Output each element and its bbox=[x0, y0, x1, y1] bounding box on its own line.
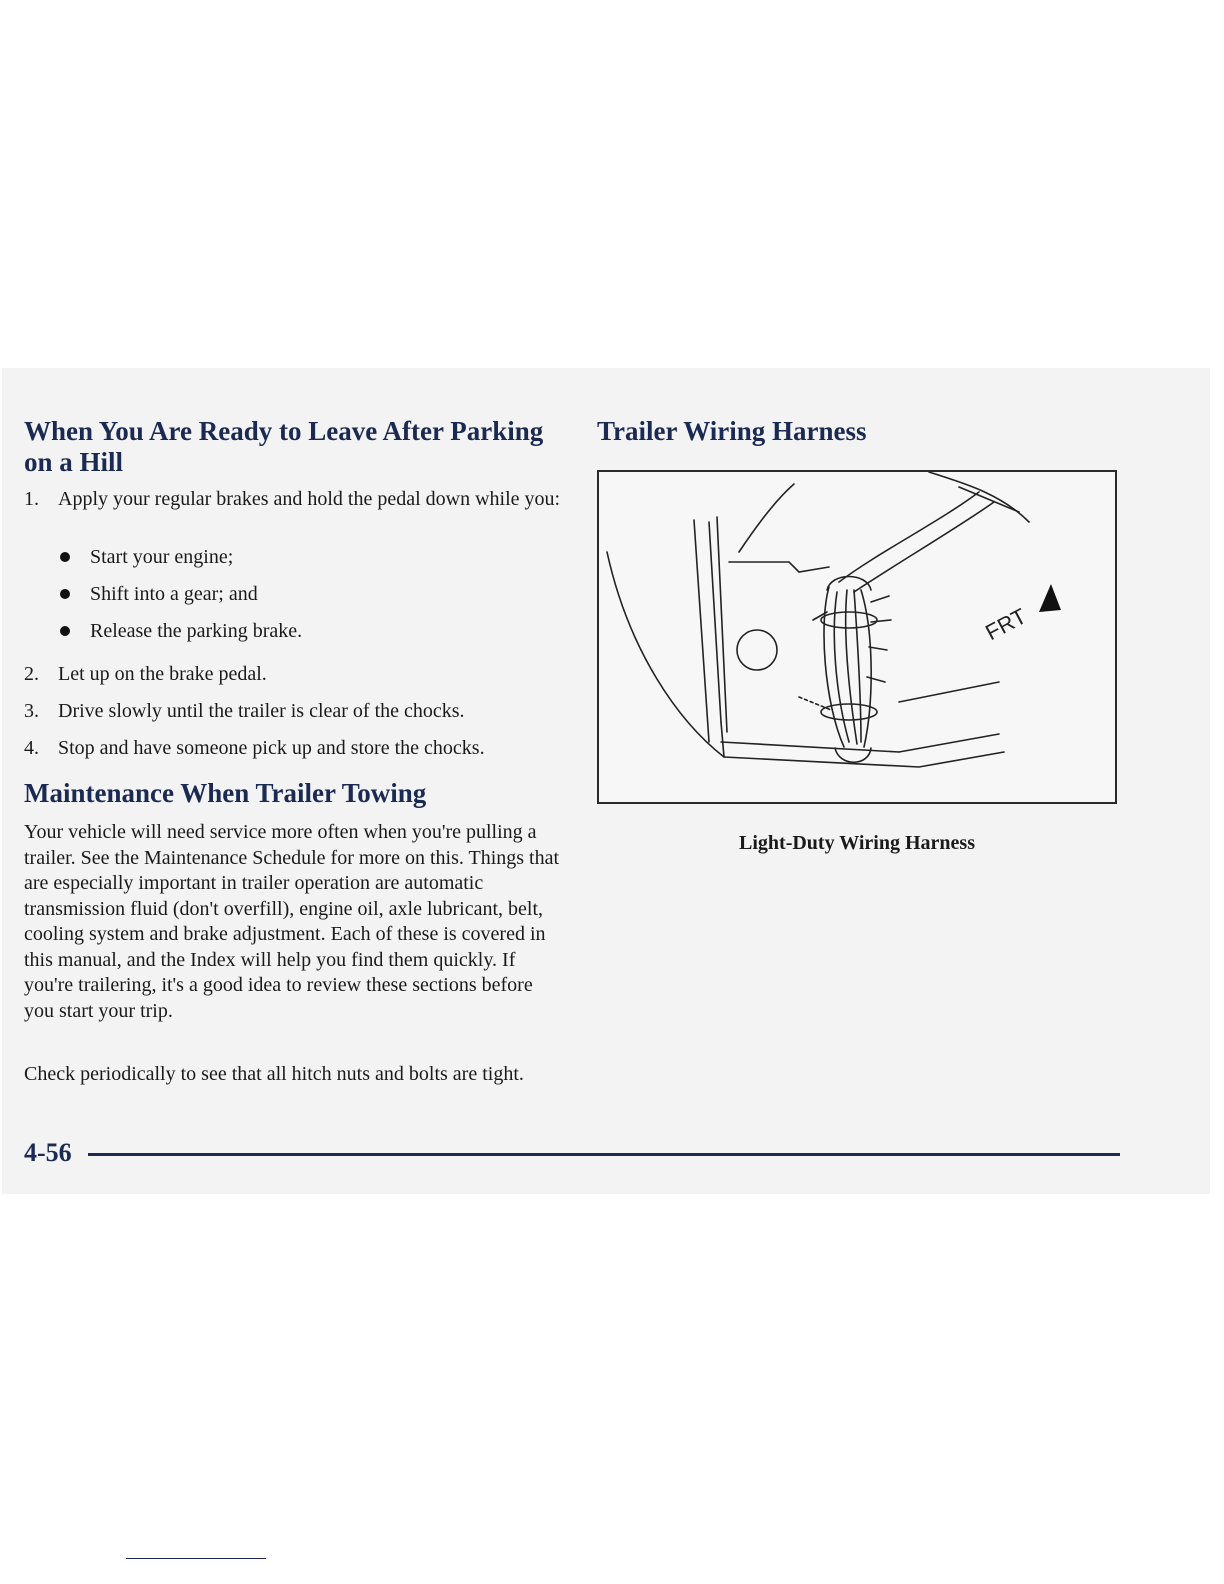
bullet-list bbox=[58, 545, 564, 643]
heading-trailer-wiring: Trailer Wiring Harness bbox=[597, 416, 867, 446]
step-text: Apply your regular brakes and hold the pedal down while you: bbox=[58, 488, 561, 510]
step-item bbox=[24, 699, 465, 723]
bullet-dot-icon bbox=[60, 552, 70, 562]
wiring-harness-illustration bbox=[599, 472, 1115, 802]
bullet-container bbox=[24, 545, 564, 643]
step-number: 1. bbox=[24, 488, 39, 510]
bottom-rule bbox=[126, 1558, 266, 1559]
bullet-item bbox=[58, 619, 564, 643]
step-item bbox=[24, 662, 267, 686]
bullet-text: Release the parking brake. bbox=[90, 620, 303, 642]
bullet-text: Shift into a gear; and bbox=[90, 583, 258, 605]
step-number: 2. bbox=[24, 663, 39, 685]
frt-label: FRT bbox=[981, 603, 1031, 646]
heading-maintenance: Maintenance When Trailer Towing bbox=[24, 778, 427, 808]
front-direction-arrow-icon bbox=[1039, 584, 1061, 612]
figure-caption: Light-Duty Wiring Harness bbox=[739, 832, 975, 854]
maintenance-paragraph: Your vehicle will need service more often when you're pulling a trailer. See the Maintenance Schedule for more on this. Things that are especially important in trailer operation are automatic transmission fluid (don't overfill), engine oil, axle lubricant, belt, cooling system and brake adjustment. Each of these is covered in this manual, and the Index will help you find them quickly. If you're trailering, it's a good idea to review these sections before you start your trip. bbox=[24, 821, 560, 1022]
steps-list bbox=[24, 487, 564, 759]
bullet-dot-icon bbox=[60, 626, 70, 636]
step-item bbox=[24, 487, 564, 535]
heading-leave-after-parking: When You Are Ready to Leave After Parking on a Hill bbox=[24, 416, 544, 477]
hitch-check-paragraph: Check periodically to see that all hitch nuts and bolts are tight. bbox=[24, 1063, 524, 1085]
bullet-item bbox=[58, 545, 564, 569]
bullet-item bbox=[58, 582, 564, 606]
bullet-dot-icon bbox=[60, 589, 70, 599]
step-item bbox=[24, 736, 485, 760]
footer-rule bbox=[88, 1153, 1120, 1156]
page-number: 4-56 bbox=[24, 1138, 72, 1167]
wiring-harness-figure bbox=[597, 470, 1117, 804]
bullet-text: Start your engine; bbox=[90, 546, 234, 568]
step-text: Stop and have someone pick up and store the chocks. bbox=[58, 737, 485, 759]
step-text: Drive slowly until the trailer is clear of the chocks. bbox=[58, 700, 465, 722]
step-number: 3. bbox=[24, 700, 39, 722]
step-number: 4. bbox=[24, 737, 39, 759]
step-text: Let up on the brake pedal. bbox=[58, 663, 267, 685]
